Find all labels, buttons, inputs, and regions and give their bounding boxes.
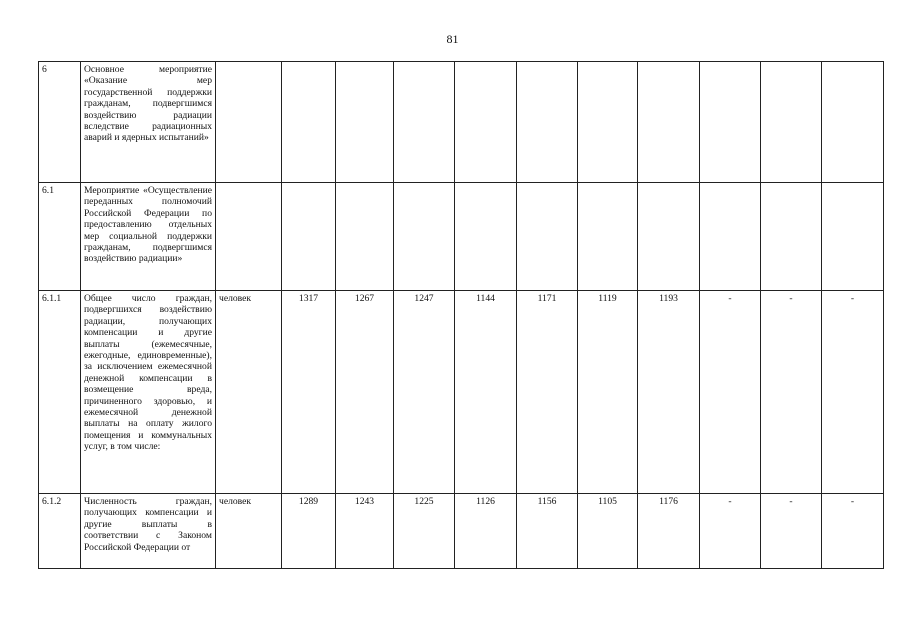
row-number: 6 — [39, 62, 81, 183]
row-description: Общее число граждан, подвергшихся воздействию радиации, получающих компенсации и другие выплаты (ежемесячные, ежегодные, единовременные), за исключением ежемесячной денежной компенсации в возмещение вреда, причиненного здоровью, и ежемесячной денежной выплаты на оплату жилого помещения и коммунальных услуг, в том числе: — [81, 291, 216, 494]
row-description: Мероприятие «Осуществление переданных полномочий Российской Федерации по предоставлению отдельных мер социальной поддержки гражданам, подвергшимся воздействию радиации» — [81, 183, 216, 291]
table-row — [39, 291, 884, 494]
value-cell — [700, 183, 761, 291]
row-description: Основное мероприятие «Оказание мер государственной поддержки гражданам, подвергшимся воздействию радиации вследствие радиационных аварий и ядерных испытаний» — [81, 62, 216, 183]
row-unit — [216, 62, 282, 183]
value-cell: 1289 — [282, 494, 336, 569]
value-cell: - — [761, 494, 822, 569]
table-row — [39, 494, 884, 569]
value-cell — [578, 62, 638, 183]
row-description: Численность граждан, получающих компенсации и другие выплаты в соответствии с Законом Российской Федерации от — [81, 494, 216, 569]
row-number: 6.1 — [39, 183, 81, 291]
value-cell: 1119 — [578, 291, 638, 494]
value-cell — [282, 62, 336, 183]
value-cell: 1176 — [638, 494, 700, 569]
value-cell — [517, 62, 578, 183]
value-cell — [638, 183, 700, 291]
value-cell — [761, 183, 822, 291]
value-cell — [517, 183, 578, 291]
value-cell: 1267 — [336, 291, 394, 494]
value-cell: 1126 — [455, 494, 517, 569]
value-cell: 1193 — [638, 291, 700, 494]
value-cell: - — [761, 291, 822, 494]
value-cell — [700, 62, 761, 183]
value-cell: - — [822, 494, 884, 569]
row-number: 6.1.2 — [39, 494, 81, 569]
value-cell — [578, 183, 638, 291]
value-cell: 1144 — [455, 291, 517, 494]
value-cell: 1156 — [517, 494, 578, 569]
value-cell: - — [700, 494, 761, 569]
value-cell — [394, 183, 455, 291]
row-unit: человек — [216, 494, 282, 569]
value-cell: - — [822, 291, 884, 494]
row-unit — [216, 183, 282, 291]
value-cell — [455, 62, 517, 183]
row-number: 6.1.1 — [39, 291, 81, 494]
value-cell: - — [700, 291, 761, 494]
value-cell: 1171 — [517, 291, 578, 494]
table-row — [39, 183, 884, 291]
row-unit: человек — [216, 291, 282, 494]
value-cell — [455, 183, 517, 291]
value-cell: 1247 — [394, 291, 455, 494]
value-cell — [336, 183, 394, 291]
value-cell: 1317 — [282, 291, 336, 494]
page-number: 81 — [446, 32, 459, 46]
value-cell — [761, 62, 822, 183]
table-row — [39, 62, 884, 183]
value-cell — [822, 62, 884, 183]
value-cell — [822, 183, 884, 291]
value-cell — [282, 183, 336, 291]
value-cell — [394, 62, 455, 183]
indicators-table — [38, 61, 884, 569]
value-cell: 1105 — [578, 494, 638, 569]
value-cell — [336, 62, 394, 183]
value-cell — [638, 62, 700, 183]
value-cell: 1243 — [336, 494, 394, 569]
value-cell: 1225 — [394, 494, 455, 569]
